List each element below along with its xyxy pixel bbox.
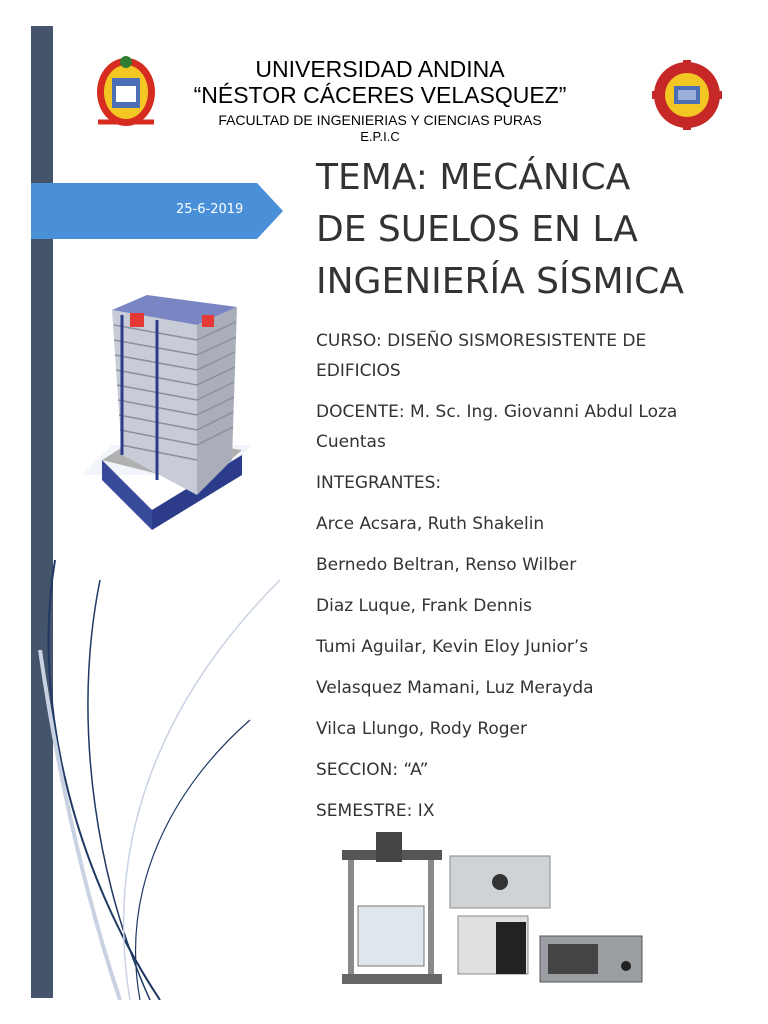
civil-engineering-logo: [652, 60, 722, 130]
faculty-label: FACULTAD DE INGENIERIAS Y CIENCIAS PURAS: [218, 112, 542, 128]
member-item: Tumi Aguilar, Kevin Eloy Junior’s: [316, 637, 589, 657]
member-item: Diaz Luque, Frank Dennis: [316, 596, 532, 616]
building-model-image: [82, 285, 262, 550]
decorative-curves: [0, 560, 300, 1000]
header: [160, 56, 600, 144]
lab-equipment-image: [328, 826, 648, 991]
teacher-text: DOCENTE: M. Sc. Ing. Giovanni Abdul Loza Cuentas: [316, 402, 678, 452]
member-item: Bernedo Beltran, Renso Wilber: [316, 555, 577, 575]
date-banner: [31, 183, 283, 239]
semester-text: SEMESTRE: IX: [316, 801, 435, 821]
university-name: “NÉSTOR CÁCERES VELASQUEZ”: [193, 82, 567, 108]
member-item: Velasquez Mamani, Luz Merayda: [316, 678, 594, 698]
members-label: INTEGRANTES:: [316, 473, 442, 493]
university-crest-logo: [94, 52, 158, 130]
section-text: SECCION: “A”: [316, 760, 429, 780]
page-title: [316, 152, 746, 308]
school-label: E.P.I.C: [360, 129, 400, 144]
member-item: Vilca Llungo, Rody Roger: [316, 719, 528, 739]
title-line-2: DE SUELOS EN LA: [316, 209, 638, 250]
member-item: Arce Acsara, Ruth Shakelin: [316, 514, 545, 534]
university-label: UNIVERSIDAD ANDINA: [255, 56, 505, 82]
date: 25-6-2019: [176, 202, 244, 217]
title-line-1: TEMA: MECÁNICA: [316, 157, 631, 198]
title-line-3: INGENIERÍA SÍSMICA: [316, 261, 684, 302]
info-block: [316, 326, 716, 837]
course-text: CURSO: DISEÑO SISMORESISTENTE DE EDIFICIOS: [316, 331, 647, 381]
